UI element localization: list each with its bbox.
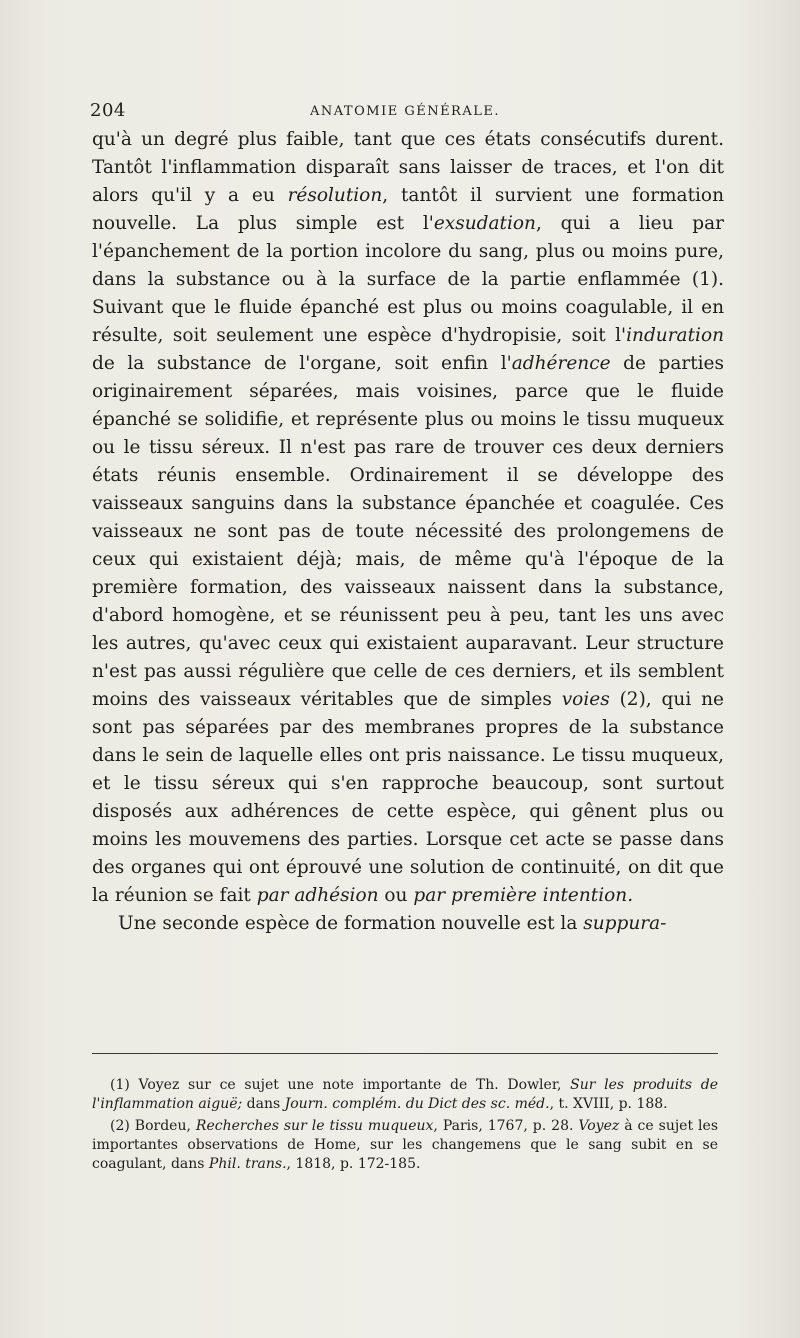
footnote-2: [92, 1117, 718, 1174]
text-run: ou: [378, 885, 414, 906]
footnote-italic: Voyez: [578, 1118, 620, 1134]
text-run: (2) Bordeu,: [110, 1118, 196, 1134]
text-run: , qui a lieu par l'épanchement de la portion incolore du sang, plus ou moins pure, dans la substance ou à la surface de la partie enflammée (1). Suivant que le fluide épanché est plus ou moins coagulable, il en résulte, soit seulement une espèce d'hydropisie, soit l': [92, 213, 724, 346]
paragraph-2: [92, 910, 724, 938]
text-run: qu'à un degré plus faible, tant que ces états consécutifs durent. Tantôt l'inflammation disparaît sans laisser de traces, et l'on dit alors qu'il y a eu: [92, 129, 724, 206]
main-text: [92, 126, 724, 938]
page-header: [90, 100, 720, 124]
italic-term-resolution: résolution: [287, 185, 383, 206]
page-number: 204: [90, 100, 126, 121]
text-run: à ce sujet les importantes observations de Home, sur les changemens que le sang subit en se coagulant, dans: [92, 1118, 719, 1172]
footnote-divider: [92, 1053, 718, 1054]
text-run: , tantôt il survient une formation nouvelle. La plus simple est l': [92, 185, 724, 234]
footnote-italic: Journ. complém. du Dict des sc. méd.: [284, 1096, 550, 1112]
running-head: ANATOMIE GÉNÉRALE.: [309, 104, 500, 119]
text-run: de la substance de l'organe, soit enfin l': [92, 353, 512, 374]
italic-term-suppuration: suppura-: [583, 913, 667, 934]
text-run: dans: [242, 1096, 285, 1112]
text-run: de parties originairement séparées, mais voisines, parce que le fluide épanché se solidifie, et représente plus ou moins le tissu muqueux ou le tissu séreux. Il n'est pas rare de trouver ces deux derniers états réunis ensemble. Ordinairement il se développe des vaisseaux sanguins dans la substance épanchée et coagulée. Ces vaisseaux ne sont pas de toute nécessité des prolongemens de ceux qui existaient déjà; mais, de même qu'à l'époque de la première formation, des vaisseaux naissent dans la substance, d'abord homogène, et se réunissent peu à peu, tant les uns avec les autres, qu'avec ceux qui existaient auparavant. Leur structure n'est pas aussi régulière que celle de ces derniers, et ils semblent moins des vaisseaux véritables que de simples: [92, 353, 725, 710]
text-run: Une seconde espèce de formation nouvelle est la: [118, 913, 584, 934]
text-run: , 1818, p. 172-185.: [286, 1156, 421, 1172]
footnote-italic: Phil. trans.: [208, 1156, 287, 1172]
text-run: , Paris, 1767, p. 28.: [433, 1118, 579, 1134]
footnote-italic: Recherches sur le tissu muqueux: [195, 1118, 434, 1134]
italic-term-voies: voies: [561, 689, 610, 710]
italic-term-induration: induration: [626, 325, 724, 346]
text-run: (2), qui ne sont pas séparées par des membranes propres de la substance dans le sein de laquelle elles ont pris naissance. Le tissu muqueux, et le tissu séreux qui s'en rapproche beaucoup, sont surtout disposés aux adhérences de cette espèce, qui gênent plus ou moins les mouvemens des parties. Lorsque cet acte se passe dans des organes qui ont éprouvé une solution de continuité, on dit que la réunion se fait: [92, 689, 724, 906]
italic-term-adhesion: par adhésion: [256, 885, 379, 906]
italic-term-adherence: adhérence: [511, 353, 611, 374]
footnote-italic: Sur les produits de l'inflammation aiguë;: [92, 1077, 719, 1112]
text-run: , t. XVIII, p. 188.: [549, 1096, 668, 1112]
footnote-1: [92, 1076, 718, 1114]
footnotes: [92, 1076, 718, 1177]
text-run: (1) Voyez sur ce sujet une note importante de Th. Dowler,: [110, 1077, 571, 1093]
italic-term-premiere-intention: par première intention.: [413, 885, 634, 906]
italic-term-exsudation: exsudation: [433, 213, 536, 234]
paragraph-1: [92, 126, 724, 910]
